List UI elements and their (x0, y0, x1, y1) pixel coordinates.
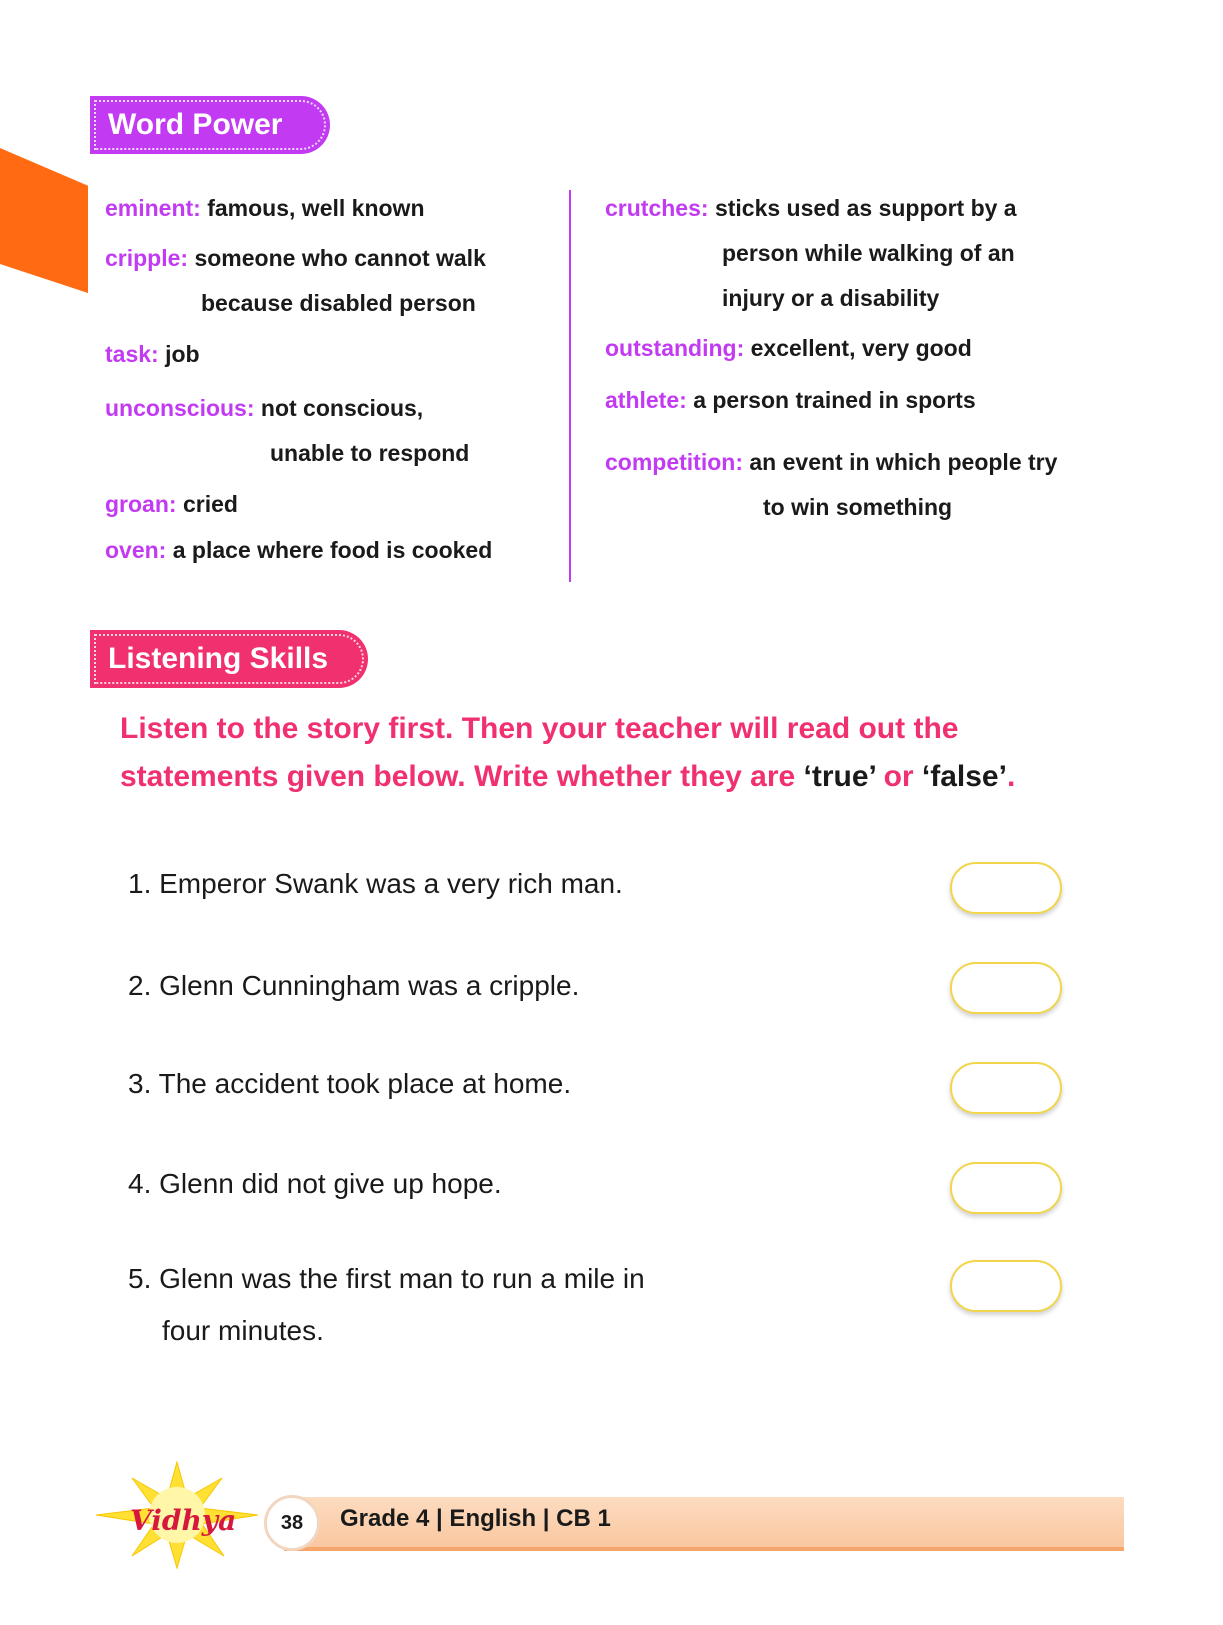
word-definition: job (165, 341, 200, 367)
word-entry (105, 528, 492, 573)
false-word: ‘false’ (921, 760, 1007, 793)
statement: 1. Emperor Swank was a very rich man. (128, 868, 623, 899)
word-term: competition: (605, 449, 743, 475)
statement-text: 5. Glenn was the first man to run a mile in (128, 1263, 645, 1294)
answer-box-2[interactable] (950, 962, 1062, 1014)
word-definition: famous, well known (207, 195, 425, 221)
column-divider (569, 190, 571, 582)
answer-box-1[interactable] (950, 862, 1062, 914)
page-number: 38 (264, 1495, 320, 1551)
statement: 2. Glenn Cunningham was a cripple. (128, 970, 580, 1001)
word-definition-cont: to win something (763, 494, 953, 520)
word-entry (605, 378, 976, 423)
statement-cont: four minutes. (162, 1315, 324, 1346)
answer-box-4[interactable] (950, 1162, 1062, 1214)
word-term: outstanding: (605, 335, 745, 361)
statement: 4. Glenn did not give up hope. (128, 1168, 502, 1199)
word-definition: not conscious, (260, 395, 424, 421)
word-term: cripple: (105, 245, 189, 271)
statement (128, 1253, 645, 1357)
instruction-period: . (1006, 760, 1016, 793)
footer-label: Grade 4 | English | CB 1 (340, 1505, 611, 1532)
word-entry (105, 386, 469, 476)
listening-skills-heading: Listening Skills (90, 630, 368, 688)
word-entry (105, 332, 200, 377)
statement: 3. The accident took place at home. (128, 1068, 572, 1099)
instruction-text (120, 705, 1150, 801)
instruction-line-1: Listen to the story first. Then your teacher will read out the (120, 712, 959, 745)
word-definition-cont: person while walking of an (722, 240, 1015, 266)
word-definition: a person trained in sports (693, 387, 976, 413)
word-definition-cont: unable to respond (270, 440, 470, 466)
word-term: groan: (105, 491, 177, 517)
word-definition: sticks used as support by a (714, 195, 1017, 221)
word-definition-cont: because disabled person (201, 290, 476, 316)
word-power-heading: Word Power (90, 96, 330, 154)
word-term: crutches: (605, 195, 709, 221)
word-entry (605, 440, 1057, 530)
word-definition: excellent, very good (750, 335, 972, 361)
word-definition: cried (182, 491, 238, 517)
word-term: unconscious: (105, 395, 255, 421)
true-word: ‘true’ (803, 760, 876, 793)
or-word: or (875, 760, 922, 793)
answer-box-3[interactable] (950, 1062, 1062, 1114)
word-entry (605, 326, 972, 371)
answer-box-5[interactable] (950, 1260, 1062, 1312)
word-definition: a place where food is cooked (172, 537, 493, 563)
word-definition: someone who cannot walk (194, 245, 486, 271)
word-definition: an event in which people try (749, 449, 1058, 475)
word-entry (605, 186, 1017, 321)
vidhya-logo (92, 1460, 262, 1570)
word-term: oven: (105, 537, 167, 563)
word-term: task: (105, 341, 159, 367)
logo-text: Vidhya (130, 1504, 237, 1537)
word-entry (105, 186, 425, 231)
word-term: eminent: (105, 195, 201, 221)
word-entry (105, 236, 486, 326)
word-term: athlete: (605, 387, 687, 413)
orange-corner-tab (0, 148, 88, 293)
word-definition-cont: injury or a disability (722, 285, 940, 311)
instruction-line-2: statements given below. Write whether they are (120, 760, 804, 793)
word-entry (105, 482, 238, 527)
